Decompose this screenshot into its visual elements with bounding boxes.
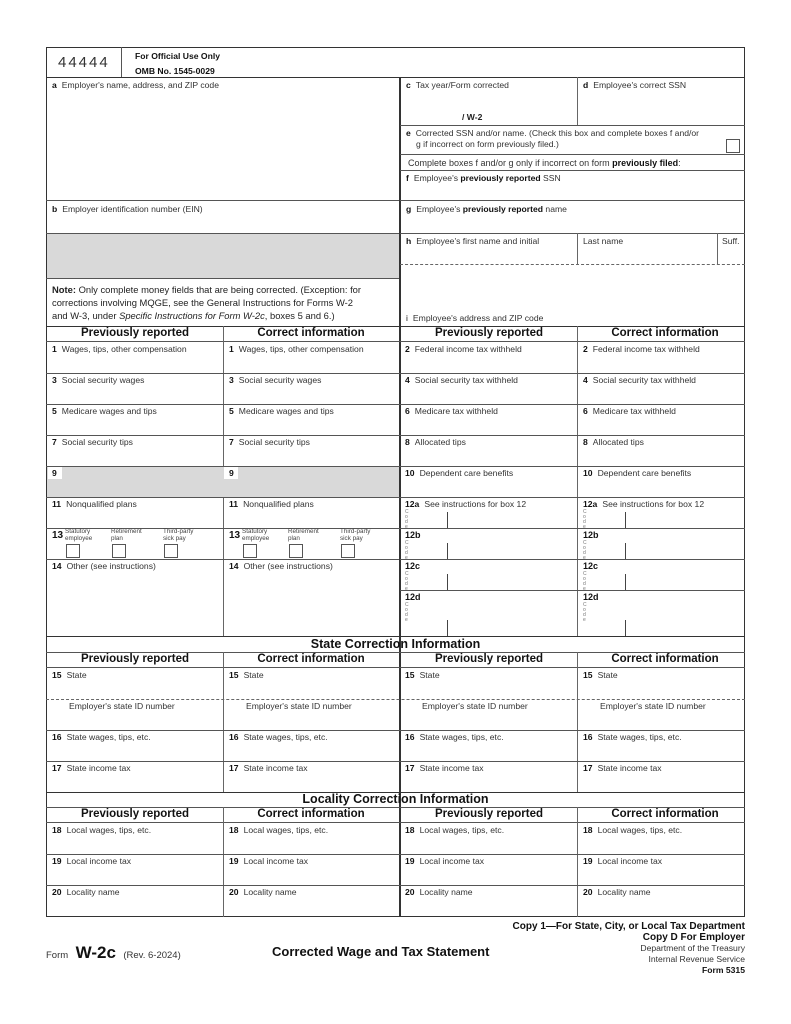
- form-number: Form 5315: [702, 965, 745, 975]
- box-12c-correct-amount-field[interactable]: [629, 571, 747, 589]
- locality-row-18-label: 18 Local wages, tips, etc.: [583, 825, 683, 835]
- box-c-label: c Tax year/Form corrected: [406, 80, 509, 90]
- state-15-previous-field[interactable]: [402, 681, 575, 697]
- state-row-16-label: 16 State wages, tips, etc.: [229, 732, 328, 742]
- box-12d-previous-amount-field[interactable]: [451, 602, 578, 635]
- shaded-area: [47, 234, 399, 278]
- state-row-16-label: 16 State wages, tips, etc.: [52, 732, 151, 742]
- box-11-correct-field[interactable]: [225, 510, 399, 526]
- code-divider: [625, 620, 626, 636]
- box-10-correct-field[interactable]: [579, 479, 743, 495]
- box-12c-label: 12c: [583, 561, 599, 571]
- divider: [46, 435, 745, 436]
- state-section-title: State Correction Information: [310, 637, 481, 651]
- divider: [46, 77, 745, 78]
- official-use-label: For Official Use Only: [135, 51, 221, 61]
- retirement-plan-label: Retirement plan: [288, 528, 319, 542]
- code-divider: [447, 574, 448, 590]
- divider: [46, 559, 399, 560]
- locality-row-20-label: 20 Locality name: [583, 887, 651, 897]
- locality-19-correct-field[interactable]: [579, 867, 743, 883]
- state-17-correct-field[interactable]: [225, 774, 399, 790]
- code-divider: [625, 574, 626, 590]
- divider: [223, 652, 224, 792]
- state-employer-id-correct-field[interactable]: [225, 712, 399, 728]
- box-6-label-correct: 6 Medicare tax withheld: [583, 406, 676, 416]
- box-6-correct-field[interactable]: [579, 417, 743, 433]
- state-row-17-label: 17 State income tax: [52, 763, 131, 773]
- statutory-employee-checkbox-prev[interactable]: [66, 544, 80, 558]
- code-label: Code: [405, 571, 409, 592]
- state-row-15-label: 15 State: [52, 670, 87, 680]
- state-row-15-label: 15 State: [405, 670, 440, 680]
- box-8-label-correct: 8 Allocated tips: [583, 437, 644, 447]
- code-divider: [625, 512, 626, 528]
- first-name-field[interactable]: [404, 247, 574, 263]
- third-party-sick-pay-label: Third-party sick pay: [340, 528, 371, 542]
- box-8-label-prev: 8 Allocated tips: [405, 437, 466, 447]
- copy-1-label: Copy 1—For State, City, or Local Tax Department: [512, 921, 745, 932]
- local-col-header-prev-2: Previously reported: [434, 808, 543, 820]
- locality-row-18-label: 18 Local wages, tips, etc.: [405, 825, 505, 835]
- divider: [400, 233, 745, 234]
- box-2-label-correct: 2 Federal income tax withheld: [583, 344, 700, 354]
- locality-19-previous-field[interactable]: [48, 867, 221, 883]
- box-5-label-prev: 5 Medicare wages and tips: [52, 406, 157, 416]
- box-6-previous-field[interactable]: [402, 417, 575, 433]
- locality-row-18-label: 18 Local wages, tips, etc.: [52, 825, 152, 835]
- box-12c-previous-amount-field[interactable]: [451, 571, 578, 589]
- box-12a-correct-field[interactable]: [579, 510, 743, 526]
- box-12a-label-prev: 12a See instructions for box 12: [405, 499, 527, 509]
- state-16-correct-field[interactable]: [579, 743, 743, 759]
- divider: [577, 77, 578, 125]
- box-8-previous-field[interactable]: [402, 448, 575, 464]
- box-6-label-prev: 6 Medicare tax withheld: [405, 406, 498, 416]
- code-divider: [625, 543, 626, 559]
- locality-19-correct-field[interactable]: [225, 867, 399, 883]
- state-row-id-label: Employer's state ID number: [422, 701, 528, 711]
- box-1-correct-field[interactable]: [225, 355, 399, 371]
- divider: [400, 154, 745, 155]
- state-col-header-correct-1: Correct information: [257, 653, 365, 665]
- box-5-label-correct: 5 Medicare wages and tips: [229, 406, 334, 416]
- box-a-label: a Employer's name, address, and ZIP code: [52, 80, 219, 90]
- locality-section-title: Locality Correction Information: [302, 792, 489, 806]
- third-party-sick-pay-checkbox-correct[interactable]: [341, 544, 355, 558]
- box-2-correct-field[interactable]: [579, 355, 743, 371]
- box-14-label: 14 Other (see instructions): [52, 561, 156, 571]
- box-12b-previous-amount-field[interactable]: [451, 540, 578, 558]
- locality-row-19-label: 19 Local income tax: [52, 856, 132, 866]
- box-2-label-prev: 2 Federal income tax withheld: [405, 344, 522, 354]
- divider: [577, 807, 578, 917]
- box-1-label-prev: 1 Wages, tips, other compensation: [52, 344, 187, 354]
- box-3-label-prev: 3 Social security wages: [52, 375, 145, 385]
- box-g-label: g Employee's previously reported name: [406, 204, 567, 214]
- box-14-previous-field[interactable]: [48, 573, 221, 633]
- col-header-correct-1: Correct information: [257, 327, 365, 339]
- divider: [46, 373, 745, 374]
- statutory-employee-checkbox-correct[interactable]: [243, 544, 257, 558]
- col-header-prev-1: Previously reported: [80, 327, 189, 339]
- local-col-header-correct-1: Correct information: [257, 808, 365, 820]
- state-row-16-label: 16 State wages, tips, etc.: [583, 732, 682, 742]
- box-12a-label-correct: 12a See instructions for box 12: [583, 499, 705, 509]
- state-row-17-label: 17 State income tax: [405, 763, 484, 773]
- state-row-17-label: 17 State income tax: [583, 763, 662, 773]
- state-row-id-label: Employer's state ID number: [69, 701, 175, 711]
- locality-row-20-label: 20 Locality name: [52, 887, 120, 897]
- retirement-plan-checkbox-prev[interactable]: [112, 544, 126, 558]
- third-party-sick-pay-checkbox-prev[interactable]: [164, 544, 178, 558]
- box-2-previous-field[interactable]: [402, 355, 575, 371]
- divider: [400, 200, 745, 201]
- state-15-correct-field[interactable]: [225, 681, 399, 697]
- suffix-label: Suff.: [722, 236, 740, 246]
- omb-number: OMB No. 1545-0029: [135, 66, 215, 76]
- divider: [121, 47, 122, 78]
- col-header-correct-2: Correct information: [611, 327, 719, 339]
- box-12b-label: 12b: [583, 530, 599, 540]
- box-12a-previous-field[interactable]: [402, 510, 575, 526]
- box-11-previous-field[interactable]: [48, 510, 221, 526]
- state-15-previous-field[interactable]: [48, 681, 221, 697]
- divider: [46, 822, 745, 823]
- control-number: 44444: [58, 54, 110, 71]
- third-party-sick-pay-label: Third-party sick pay: [163, 528, 194, 542]
- box-7-label-correct: 7 Social security tips: [229, 437, 310, 447]
- locality-20-correct-field[interactable]: [225, 898, 399, 914]
- state-row-15-label: 15 State: [583, 670, 618, 680]
- divider: [400, 559, 745, 560]
- divider: [400, 590, 745, 591]
- state-16-previous-field[interactable]: [402, 743, 575, 759]
- state-employer-id-previous-field[interactable]: [402, 712, 575, 728]
- box-i-label: i Employee's address and ZIP code: [406, 313, 544, 323]
- locality-18-correct-field[interactable]: [225, 836, 399, 852]
- code-divider: [447, 620, 448, 636]
- divider: [46, 528, 745, 529]
- locality-20-previous-field[interactable]: [402, 898, 575, 914]
- statutory-employee-label: Statutory employee: [242, 528, 270, 542]
- locality-row-18-label: 18 Local wages, tips, etc.: [229, 825, 329, 835]
- code-label: Code: [583, 540, 587, 561]
- box-9-label-correct: 9: [229, 468, 234, 478]
- statutory-employee-label: Statutory employee: [65, 528, 93, 542]
- code-label: Code: [583, 509, 587, 530]
- box-e-label: e Corrected SSN and/or name. (Check this box and complete boxes f and/or g if incorrect on form previously filed.): [406, 128, 700, 149]
- retirement-plan-label: Retirement plan: [111, 528, 142, 542]
- state-17-previous-field[interactable]: [402, 774, 575, 790]
- state-15-correct-field[interactable]: [579, 681, 743, 697]
- box-12b-correct-amount-field[interactable]: [629, 540, 747, 558]
- locality-row-19-label: 19 Local income tax: [229, 856, 309, 866]
- box-14-label: 14 Other (see instructions): [229, 561, 333, 571]
- box-b-label: b Employer identification number (EIN): [52, 204, 203, 214]
- code-divider: [447, 543, 448, 559]
- box-5-correct-field[interactable]: [225, 417, 399, 433]
- divider: [46, 854, 745, 855]
- box-9-label-prev: 9: [52, 468, 57, 478]
- box-7-previous-field[interactable]: [48, 448, 221, 464]
- box-3-label-correct: 3 Social security wages: [229, 375, 322, 385]
- box-10-previous-field[interactable]: [402, 479, 575, 495]
- box-12d-correct-amount-field[interactable]: [629, 602, 747, 635]
- state-17-previous-field[interactable]: [48, 774, 221, 790]
- divider: [46, 278, 399, 279]
- suffix-field[interactable]: [720, 247, 744, 263]
- state-row-16-label: 16 State wages, tips, etc.: [405, 732, 504, 742]
- locality-20-correct-field[interactable]: [579, 898, 743, 914]
- box-7-correct-field[interactable]: [225, 448, 399, 464]
- divider: [717, 233, 718, 264]
- box-4-correct-field[interactable]: [579, 386, 743, 402]
- box-d-label: d Employee's correct SSN: [583, 80, 687, 90]
- corrected-ssn-name-checkbox[interactable]: [726, 139, 740, 153]
- state-row-15-label: 15 State: [229, 670, 264, 680]
- locality-18-previous-field[interactable]: [402, 836, 575, 852]
- state-col-header-correct-2: Correct information: [611, 653, 719, 665]
- box-14-correct-field[interactable]: [225, 573, 399, 633]
- divider: [400, 170, 745, 171]
- box-h-label: h Employee's first name and initial: [406, 236, 540, 246]
- locality-row-20-label: 20 Locality name: [229, 887, 297, 897]
- box-10-label-prev: 10 Dependent care benefits: [405, 468, 514, 478]
- box-12d-label: 12d: [583, 592, 599, 602]
- dashed-divider: [46, 699, 745, 700]
- code-label: Code: [583, 571, 587, 592]
- code-label: Code: [405, 509, 409, 530]
- local-col-header-prev-1: Previously reported: [80, 808, 189, 820]
- box-12d-label: 12d: [405, 592, 421, 602]
- box-4-label-correct: 4 Social security tax withheld: [583, 375, 696, 385]
- box-3-correct-field[interactable]: [225, 386, 399, 402]
- state-row-17-label: 17 State income tax: [229, 763, 308, 773]
- employer-name-address-field[interactable]: [50, 92, 395, 200]
- code-divider: [447, 512, 448, 528]
- locality-18-previous-field[interactable]: [48, 836, 221, 852]
- copy-d-label: Copy D For Employer: [642, 932, 745, 943]
- local-col-header-correct-2: Correct information: [611, 808, 719, 820]
- code-label: Code: [405, 540, 409, 561]
- box-13-num: 13: [52, 530, 64, 541]
- revision: (Rev. 6-2024): [123, 950, 181, 961]
- box-11-label-prev: 11 Nonqualified plans: [52, 499, 137, 509]
- last-name-label: Last name: [583, 236, 624, 246]
- state-row-id-label: Employer's state ID number: [600, 701, 706, 711]
- box-13-num: 13: [229, 530, 241, 541]
- form-identifier: Form W-2c (Rev. 6-2024): [46, 943, 181, 962]
- state-17-correct-field[interactable]: [579, 774, 743, 790]
- box-1-label-correct: 1 Wages, tips, other compensation: [229, 344, 364, 354]
- locality-row-19-label: 19 Local income tax: [405, 856, 485, 866]
- divider: [46, 761, 745, 762]
- state-col-header-prev-2: Previously reported: [434, 653, 543, 665]
- fg-instruction: Complete boxes f and/or g only if incorrect on form previously filed:: [408, 158, 681, 168]
- state-16-correct-field[interactable]: [225, 743, 399, 759]
- irs-label: Internal Revenue Service: [648, 954, 745, 964]
- divider: [577, 233, 578, 264]
- box-7-label-prev: 7 Social security tips: [52, 437, 133, 447]
- divider: [46, 667, 745, 668]
- box-12c-label: 12c: [405, 561, 421, 571]
- tax-year-form-field[interactable]: / W-2: [462, 112, 483, 122]
- locality-row-20-label: 20 Locality name: [405, 887, 473, 897]
- box-10-label-correct: 10 Dependent care benefits: [583, 468, 692, 478]
- box-12b-label: 12b: [405, 530, 421, 540]
- box-f-label: f Employee's previously reported SSN: [406, 173, 561, 183]
- box-11-label-correct: 11 Nonqualified plans: [229, 499, 314, 509]
- box-9-shaded: [47, 467, 399, 497]
- code-label: Code: [405, 602, 409, 623]
- state-row-id-label: Employer's state ID number: [246, 701, 352, 711]
- locality-row-19-label: 19 Local income tax: [583, 856, 663, 866]
- divider: [46, 341, 745, 342]
- box-8-correct-field[interactable]: [579, 448, 743, 464]
- form-name: W-2c: [75, 943, 116, 962]
- state-16-previous-field[interactable]: [48, 743, 221, 759]
- box-4-label-prev: 4 Social security tax withheld: [405, 375, 518, 385]
- note-text: Note: Only complete money fields that are being corrected. (Exception: for corrections involving MQGE, see the General Instructions for Forms W-2 and W-3, under Specific Instructions for Form W-2c, boxes 5 and 6.): [52, 284, 362, 321]
- divider: [46, 730, 745, 731]
- box-1-previous-field[interactable]: [48, 355, 221, 371]
- box-4-previous-field[interactable]: [402, 386, 575, 402]
- box-5-previous-field[interactable]: [48, 417, 221, 433]
- last-name-field[interactable]: [580, 247, 714, 263]
- state-col-header-prev-1: Previously reported: [80, 653, 189, 665]
- box-3-previous-field[interactable]: [48, 386, 221, 402]
- divider: [46, 200, 399, 201]
- locality-19-previous-field[interactable]: [402, 867, 575, 883]
- divider: [46, 885, 745, 886]
- locality-18-correct-field[interactable]: [579, 836, 743, 852]
- divider: [223, 807, 224, 917]
- state-employer-id-correct-field[interactable]: [579, 712, 743, 728]
- divider: [577, 652, 578, 792]
- form-title: Corrected Wage and Tax Statement: [272, 944, 490, 959]
- col-header-prev-2: Previously reported: [434, 327, 543, 339]
- locality-20-previous-field[interactable]: [48, 898, 221, 914]
- employee-address-field[interactable]: [404, 267, 742, 309]
- divider: [46, 404, 745, 405]
- divider: [46, 497, 745, 498]
- correct-ssn-field[interactable]: [582, 92, 742, 122]
- code-label: Code: [583, 602, 587, 623]
- retirement-plan-checkbox-correct[interactable]: [289, 544, 303, 558]
- dashed-divider: [400, 264, 745, 265]
- ein-field[interactable]: [50, 215, 395, 232]
- previous-name-field[interactable]: [404, 215, 742, 232]
- divider: [400, 125, 745, 126]
- state-employer-id-previous-field[interactable]: [48, 712, 221, 728]
- dept-treasury: Department of the Treasury: [640, 943, 745, 953]
- previous-ssn-field[interactable]: [404, 184, 742, 200]
